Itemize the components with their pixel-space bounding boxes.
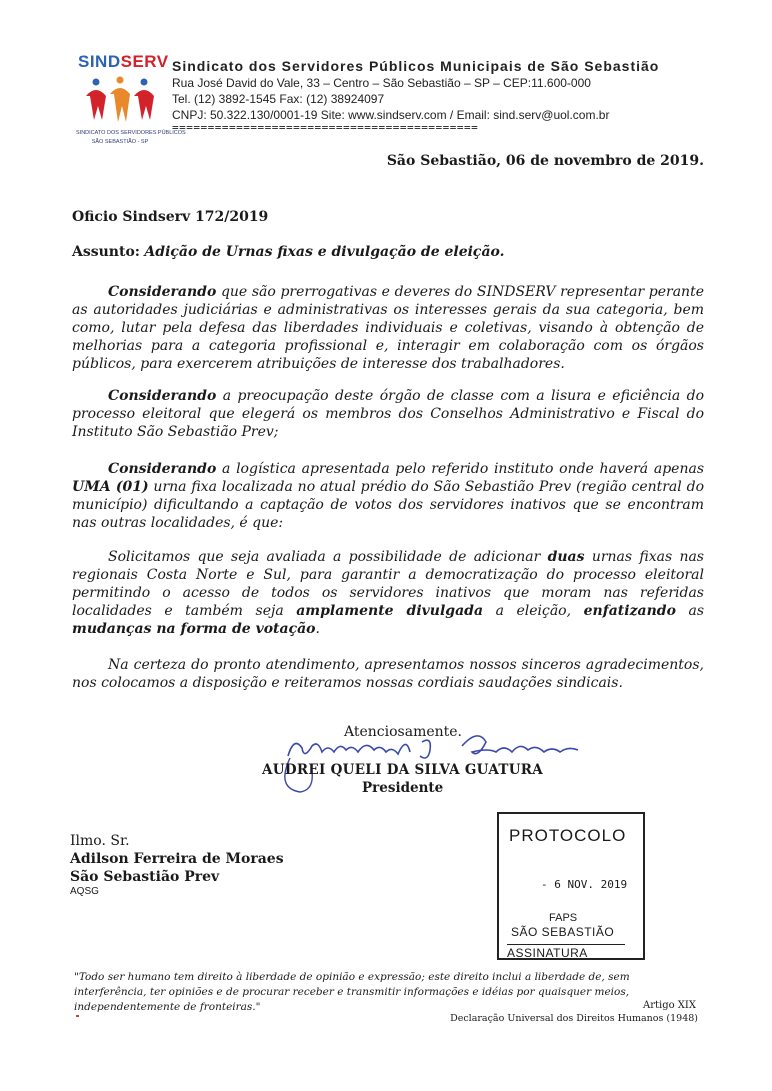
paragraph-emphasis: enfatizando [583, 603, 676, 619]
paragraph-thanks [72, 656, 704, 692]
recipient-salutation: Ilmo. Sr. [70, 833, 130, 849]
protocol-stamp [497, 812, 645, 958]
paragraph-emphasis: UMA (01) [72, 479, 149, 495]
paragraph-text: a eleição, [483, 603, 584, 619]
paragraph-considerando-1 [72, 283, 704, 373]
paragraph-lead: Considerando [108, 284, 217, 300]
org-name: Sindicato dos Servidores Públicos Municipais de São Sebastião [172, 58, 660, 74]
logo-wordmark: SINDSERV [78, 52, 169, 71]
stamp-signature-label: ASSINATURA [507, 944, 625, 960]
stamp-title: PROTOCOLO [509, 826, 627, 845]
paragraph-text: urna fixa localizada no atual prédio do São Sebastião Prev (região central do município) dificultando a captação de votos dos servidores inativos que se encontram nas outras localidades, é que: [72, 479, 704, 531]
footer-quote: "Todo ser humano tem direito à liberdade de opinião e expressão; este direito inclui a liberdade de, sem interferência, ter opiniões e de procurar receber e transmitir informações e idéias por quaisquer meios, independentemente de fronteiras." [74, 971, 630, 1013]
paragraph-text: . [315, 621, 320, 637]
paragraph-considerando-2 [72, 387, 704, 441]
red-mark [76, 1015, 79, 1017]
subject-label: Assunto: [72, 244, 140, 260]
sindserv-logo [76, 52, 186, 152]
footer-article: Artigo XIX [642, 1000, 696, 1011]
stamp-date: - 6 NOV. 2019 [541, 878, 628, 891]
logo-caption-city: SÃO SEBASTIÃO - SP [91, 139, 149, 145]
paragraph-lead: Considerando [108, 388, 217, 404]
reference-initials: AQSG [70, 886, 99, 897]
letter-date: São Sebastião, 06 de novembro de 2019. [386, 153, 704, 169]
people-figures-icon [82, 76, 158, 128]
letterhead-rule: =========================================== [172, 121, 479, 134]
paragraph-text: urnas fixas nas regionais Costa Norte e Sul, para garantir a democratização do processo eleitoral permitindo o acesso de todos os servidores inativos que moram nas referidas localidades e também seja [72, 549, 704, 619]
paragraph-text: as [675, 603, 705, 619]
paragraph-request [72, 548, 704, 638]
paragraph-emphasis: mudanças na forma de votação [72, 621, 316, 637]
paragraph-emphasis: amplamente divulgada [296, 603, 484, 619]
recipient-institution: São Sebastião Prev [70, 869, 220, 885]
stamp-org-acronym: FAPS [549, 912, 578, 924]
logo-caption: SINDICATO DOS SERVIDORES PÚBLICOS [76, 130, 186, 136]
paragraph-emphasis: duas [547, 549, 585, 565]
paragraph-text: que são prerrogativas e deveres do SINDSERV representar perante as autoridades judiciárias e administrativas os interesses gerais da sua categoria, bem como, lutar pela defesa das liberdades individuais e coletivas, visando à obtenção de melhorias para a categoria profissional e, interagir em colaboração com os órgãos públicos, para exercerem atribuições de interesse dos trabalhadores. [72, 284, 704, 372]
paragraph-text: a preocupação deste órgão de classe com a lisura e eficiência do processo eleitoral que elegerá os membros dos Conselhos Administrativo e Fiscal do Instituto São Sebastião Prev; [72, 388, 704, 440]
oficio-number: Oficio Sindserv 172/2019 [72, 209, 269, 225]
paragraph-text: a logística apresentada pelo referido instituto onde haverá apenas [216, 461, 704, 477]
paragraph-text: Na certeza do pronto atendimento, apresentamos nossos sinceros agradecimentos, nos colocamos a disposição e reiteramos nossas cordiais saudações sindicais. [72, 657, 704, 691]
closing-line: Atenciosamente. [344, 724, 463, 740]
paragraph-considerando-3 [72, 460, 704, 532]
stamp-org-city: SÃO SEBASTIÃO [511, 925, 615, 939]
signer-name: AUDREI QUELI DA SILVA GUATURA [262, 762, 544, 778]
paragraph-text: Solicitamos que seja avaliada a possibilidade de adicionar [108, 549, 548, 565]
org-cnpj-contact: CNPJ: 50.322.130/0001-19 Site: www.sindserv.com / Email: sind.serv@uol.com.br [172, 108, 610, 122]
recipient-name: Adilson Ferreira de Moraes [70, 851, 284, 867]
footer-source: Declaração Universal dos Direitos Humanos (1948) [450, 1013, 698, 1024]
org-address: Rua José David do Vale, 33 – Centro – São Sebastião – SP – CEP:11.600-000 [172, 76, 591, 90]
subject-text: Adição de Urnas fixas e divulgação de eleição. [144, 244, 505, 260]
signer-role: Presidente [362, 780, 444, 796]
paragraph-lead: Considerando [108, 461, 217, 477]
org-phone: Tel. (12) 3892-1545 Fax: (12) 38924097 [172, 92, 385, 106]
subject-line [72, 244, 504, 260]
